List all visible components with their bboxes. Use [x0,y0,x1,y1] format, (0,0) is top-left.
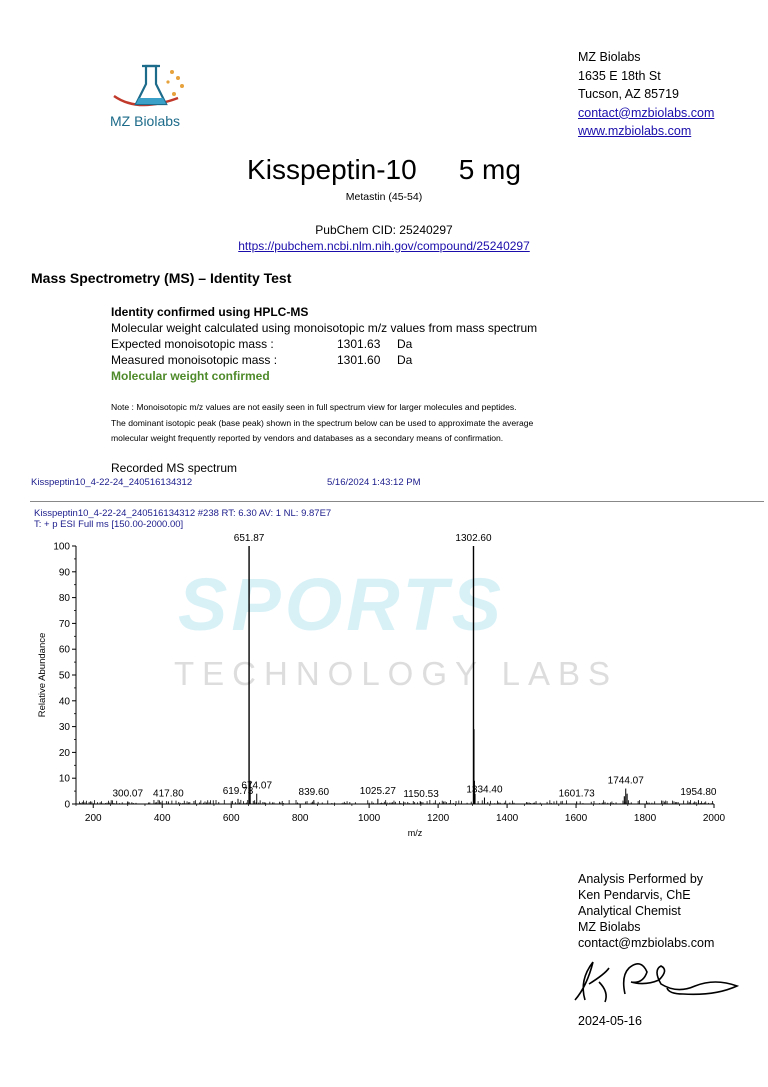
peak-label: 1601.73 [558,788,595,800]
pubchem-link[interactable]: https://pubchem.ncbi.nlm.nih.gov/compound/25240297 [238,239,530,253]
y-tick-label: 70 [58,618,70,630]
product-alias: Metastin (45-54) [345,191,423,203]
analyst-org: MZ Biolabs [578,920,641,934]
analyst-role: Analytical Chemist [578,904,681,918]
company-street: 1635 E 18th St [578,68,661,83]
peak-label: 619.73 [222,785,254,797]
company-city: Tucson, AZ 85719 [578,87,679,101]
x-tick-label: 600 [222,813,240,824]
company-address [578,48,714,141]
peak-label: 1302.60 [455,533,492,544]
x-tick-label: 1800 [633,813,657,824]
measured-value: 1301.60 [337,353,381,367]
watermark-technology-labs: TECHNOLOGY LABS [174,655,618,692]
note-line: molecular weight frequently reported by vendors and databases as a secondary means of confirmation. [111,433,504,443]
measured-mass-row [111,352,537,368]
y-tick-label: 80 [58,593,70,605]
x-tick-label: 1200 [426,813,450,824]
peak-label: 674.07 [241,780,273,792]
company-website-link[interactable]: www.mzbiolabs.com [578,124,692,138]
x-tick-label: 1600 [564,813,588,824]
x-axis-label: m/z [407,828,423,838]
spectrum-datetime: 5/16/2024 1:43:12 PM [327,477,421,488]
x-tick-label: 400 [153,813,171,824]
x-tick-label: 800 [291,813,309,824]
peak-label: 1334.40 [466,784,503,796]
note-line: Note : Monoisotopic m/z values are not easily seen in full spectrum view for larger molecules and peptides. [111,402,517,412]
expected-label: Expected monoisotopic mass : [111,337,274,351]
measured-unit: Da [397,353,413,367]
identity-heading: Identity confirmed using HPLC-MS [111,305,309,319]
section-title: Mass Spectrometry (MS) – Identity Test [31,270,292,286]
pubchem-cid: PubChem CID: 25240297 [315,223,453,237]
x-tick-label: 2000 [702,813,726,824]
peak-label: 1744.07 [607,775,644,787]
y-tick-label: 30 [58,722,70,734]
y-tick-label: 10 [58,773,70,785]
peak-label: 1025.27 [359,785,396,797]
scan-info-line1: Kisspeptin10_4-22-24_240516134312 #238 RT: 6.30 AV: 1 NL: 9.87E7 [34,508,332,519]
expected-mass-row [111,336,537,352]
company-name: MZ Biolabs [578,50,641,64]
peak-label: 839.60 [298,787,330,799]
product-title [0,154,768,186]
analyst-email: contact@mzbiolabs.com [578,936,715,950]
note-block [111,400,533,447]
y-tick-label: 20 [58,747,70,759]
peak-label: 1150.53 [403,788,439,800]
y-tick-label: 40 [58,696,70,708]
measured-label: Measured monoisotopic mass : [111,353,278,367]
y-tick-label: 90 [58,567,70,579]
peak-label: 1954.80 [680,787,717,799]
product-name: Kisspeptin-10 [247,154,417,185]
company-email-link[interactable]: contact@mzbiolabs.com [578,105,715,120]
spectrum-file: Kisspeptin10_4-22-24_240516134312 [31,477,193,488]
identity-block [111,304,537,384]
analysis-date: 2024-05-16 [578,1014,642,1028]
scan-info-line2: T: + p ESI Full ms [150.00-2000.00] [34,519,184,530]
peak-label: 651.87 [233,533,265,544]
pubchem-block [0,222,768,254]
x-tick-label: 1400 [495,813,519,824]
analyst-name: Ken Pendarvis, ChE [578,888,691,902]
peak-label: 300.07 [112,788,144,800]
product-amount: 5 mg [458,154,521,185]
expected-unit: Da [397,337,413,351]
y-axis-label: Relative Abundance [37,632,48,718]
confirmation-status: Molecular weight confirmed [111,369,270,383]
y-tick-label: 100 [53,541,70,553]
x-tick-label: 200 [84,813,102,824]
identity-description: Molecular weight calculated using monoisotopic m/z values from mass spectrum [111,321,538,335]
y-tick-label: 0 [64,799,70,811]
divider [30,501,764,502]
spectrum-caption: Recorded MS spectrum [111,461,238,475]
x-tick-label: 1000 [358,813,381,824]
analysis-performed-by: Analysis Performed by [578,872,704,886]
logo-wordmark: MZ Biolabs [110,113,181,129]
watermark-sports: SPORTS [178,563,505,646]
note-line: The dominant isotopic peak (base peak) shown in the spectrum below can be used to approximate the average [111,417,534,428]
peak-label: 417.80 [153,788,184,800]
signature [565,950,745,1010]
mass-spectrum-chart [0,530,768,840]
analysis-block [578,871,714,951]
y-tick-label: 50 [58,670,70,682]
expected-value: 1301.63 [337,337,381,351]
y-tick-label: 60 [58,644,70,656]
